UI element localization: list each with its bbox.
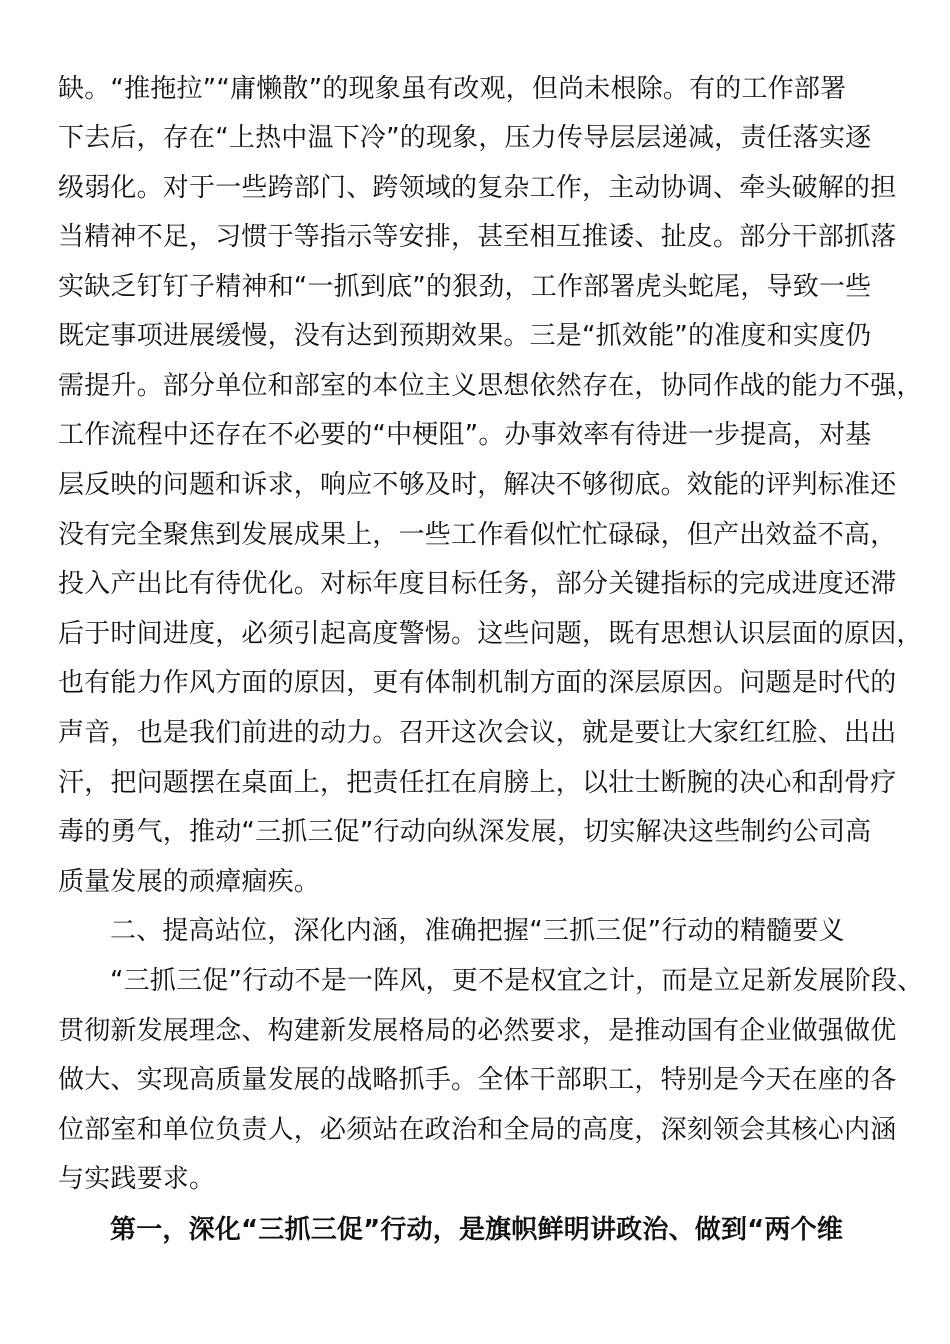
body-text-line: 与实践要求。: [58, 1164, 216, 1194]
body-text-line: 没有完全聚焦到发展成果上，一些工作看似忙忙碌碌，但产出效益不高，: [58, 520, 897, 550]
body-text-line: 声音，也是我们前进的动力。召开这次会议，就是要让大家红红脸、出出: [58, 718, 897, 748]
body-text-line: 毒的勇气，推动“三抓三促”行动向纵深发展，切实解决这些制约公司高: [58, 817, 872, 847]
body-text-line: 层反映的问题和诉求，响应不够及时，解决不够彻底。效能的评判标准还: [58, 470, 897, 500]
body-text-line: 级弱化。对于一些跨部门、跨领域的复杂工作，主动协调、牵头破解的担: [58, 173, 897, 203]
body-text-line: 汗，把问题摆在桌面上，把责任扛在肩膀上，以壮士断腕的决心和刮骨疗: [58, 768, 897, 798]
subsection-heading: 第一，深化“三抓三促”行动，是旗帜鲜明讲政治、做到“两个维: [110, 1215, 844, 1245]
body-text-line: 当精神不足，习惯于等指示等安排，甚至相互推诿、扯皮。部分干部抓落: [58, 222, 897, 252]
body-text-line: 缺。“推拖拉”“庸懒散”的现象虽有改观，但尚未根除。有的工作部署: [58, 74, 847, 104]
body-text-line: 也有能力作风方面的原因，更有体制机制方面的深层原因。问题是时代的: [58, 668, 897, 698]
body-text-line: 既定事项进展缓慢，没有达到预期效果。三是“抓效能”的准度和实度仍: [58, 321, 872, 351]
body-text-line: 位部室和单位负责人，必须站在政治和全局的高度，深刻领会其核心内涵: [58, 1115, 897, 1145]
body-text-line: 工作流程中还存在不必要的“中梗阻”。办事效率有待进一步提高，对基: [58, 420, 872, 450]
body-text-line: 实缺乏钉钉子精神和“一抓到底”的狠劲，工作部署虎头蛇尾，导致一些: [58, 272, 872, 302]
body-text-line: 投入产出比有待优化。对标年度目标任务，部分关键指标的完成进度还滞: [58, 569, 897, 599]
body-text-line: 下去后，存在“上热中温下冷”的现象，压力传导层层递减，责任落实逐: [58, 123, 872, 153]
section-heading: 二、提高站位，深化内涵，准确把握“三抓三促”行动的精髓要义: [110, 916, 845, 946]
body-text-line: 做大、实现高质量发展的战略抓手。全体干部职工，特别是今天在座的各: [58, 1065, 897, 1095]
body-text-line: 贯彻新发展理念、构建新发展格局的必然要求，是推动国有企业做强做优: [58, 1016, 897, 1046]
body-text-line: 需提升。部分单位和部室的本位主义思想依然存在，协同作战的能力不强，: [58, 371, 923, 401]
body-text-line: 质量发展的顽瘴痼疾。: [58, 867, 321, 897]
body-text-line: “三抓三促”行动不是一阵风，更不是权宜之计，而是立足新发展阶段、: [110, 966, 924, 996]
body-text-line: 后于时间进度，必须引起高度警惕。这些问题，既有思想认识层面的原因，: [58, 619, 923, 649]
